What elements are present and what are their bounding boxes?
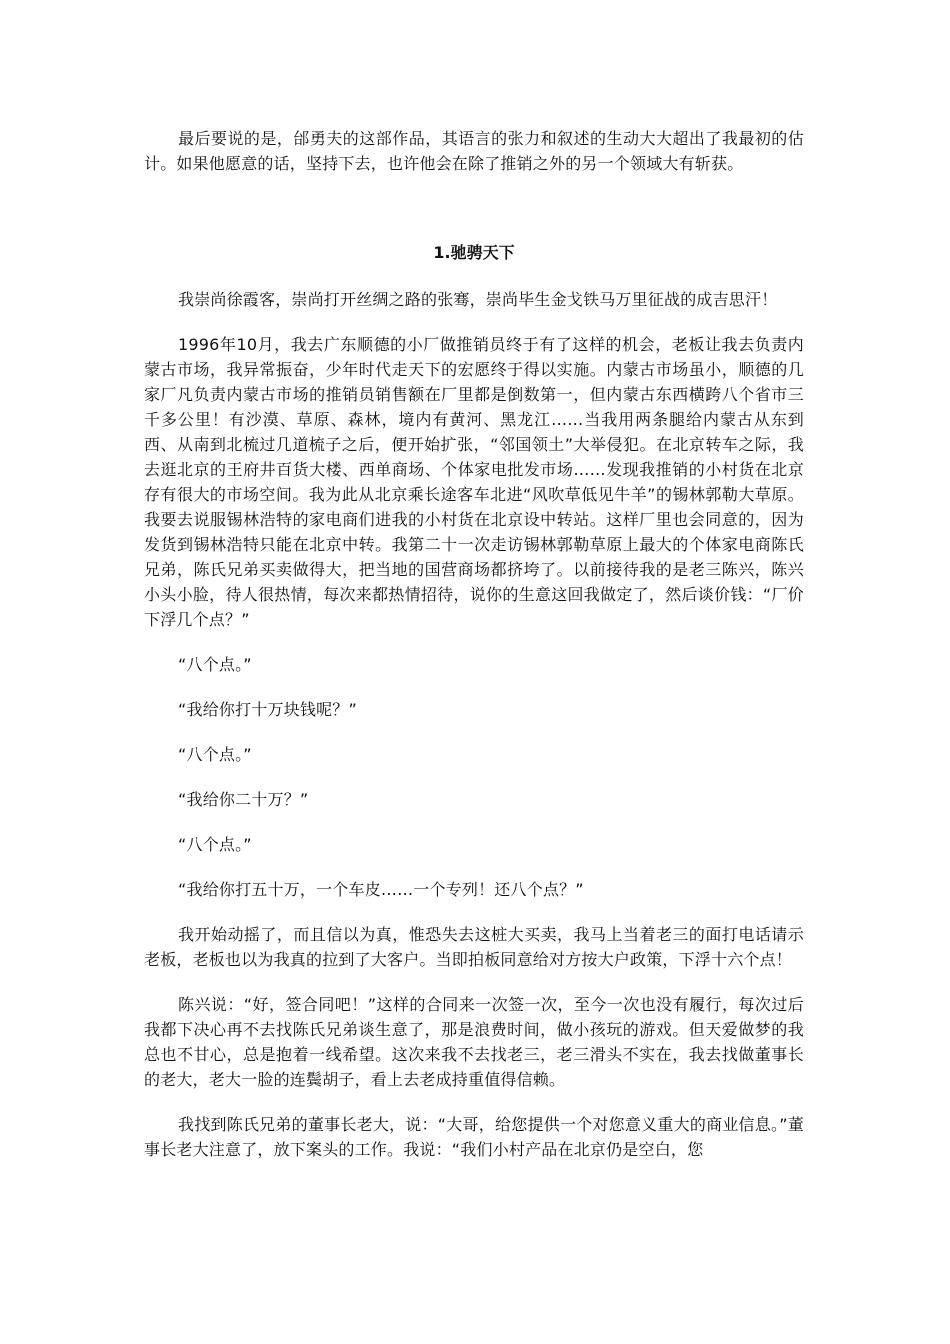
dialog-line: “八个点。” — [178, 835, 252, 854]
dialog-line: “我给你二十万？” — [178, 790, 309, 809]
paragraph: 1996年10月，我去广东顺德的小厂做推销员终于有了这样的机会，老板让我去负责内蒙古市场，我异常振奋，少年时代走天下的宏愿终于得以实施。内蒙古市场虽小，顺德的几家厂凡负责内蒙古市场的推销员销售额在厂里都是倒数第一，但内蒙古东西横跨八个省市三千多公里！有沙漠、草原、森林，境内有黄河、黑龙江……当我用两条腿给内蒙古从东到西、从南到北梳过几道梳子之后，便开始扩张，“邻国领土”大举侵犯。在北京转车之际，我去逛北京的王府井百货大楼、西单商场、个体家电批发市场……发现我推销的小村货在北京存有很大的市场空间。我为此从北京乘长途客车北进“风吹草低见牛羊”的锡林郭勒大草原。我要去说服锡林浩特的家电商们进我的小村货在北京设中转站。这样厂里也会同意的，因为发货到锡林浩特只能在北京中转。我第二十一次走访锡林郭勒草原上最大的个体家电商陈氏兄弟，陈氏兄弟买卖做得大，把当地的国营商场都挤垮了。以前接待我的是老三陈兴，陈兴小头小脸，待人很热情，每次来都热情招待，说你的生意这回我做定了，然后谈价钱：“厂价下浮几个点？” — [144, 335, 804, 629]
dialog-line: “八个点。” — [178, 745, 252, 764]
paragraph: 我崇尚徐霞客，崇尚打开丝绸之路的张骞，崇尚毕生金戈铁马万里征战的成吉思汗！ — [178, 290, 778, 309]
dialog-line: “我给你打五十万，一个车皮……一个专列！还八个点？” — [178, 880, 584, 899]
dialog-line: “我给你打十万块钱呢？” — [178, 700, 357, 719]
document-page — [144, 126, 804, 1162]
chapter-title: 1.驰骋天下 — [433, 243, 515, 262]
dialog-line: “八个点。” — [178, 655, 252, 674]
paragraph: 陈兴说：“好，签合同吧！”这样的合同来一次签一次，至今一次也没有履行，每次过后我都下决心再不去找陈氏兄弟谈生意了，那是浪费时间，做小孩玩的游戏。但天爱做梦的我总也不甘心，总是抱着一线希望。这次来我不去找老三，老三滑头不实在，我去找做董事长的老大，老大一脸的连鬓胡子，看上去老成持重值得信赖。 — [144, 995, 804, 1089]
intro-paragraph: 最后要说的是，邰勇夫的这部作品，其语言的张力和叙述的生动大大超出了我最初的估计。如果他愿意的话，坚持下去，也许他会在除了推销之外的另一个领域大有斩获。 — [144, 129, 804, 173]
paragraph: 我找到陈氏兄弟的董事长老大，说：“大哥，给您提供一个对您意义重大的商业信息。”董事长老大注意了，放下案头的工作。我说：“我们小村产品在北京仍是空白，您 — [144, 1115, 804, 1159]
paragraph: 我开始动摇了，而且信以为真，惟恐失去这桩大买卖，我马上当着老三的面打电话请示老板，老板也以为我真的拉到了大客户。当即拍板同意给对方按大户政策，下浮十六个点！ — [144, 925, 804, 969]
